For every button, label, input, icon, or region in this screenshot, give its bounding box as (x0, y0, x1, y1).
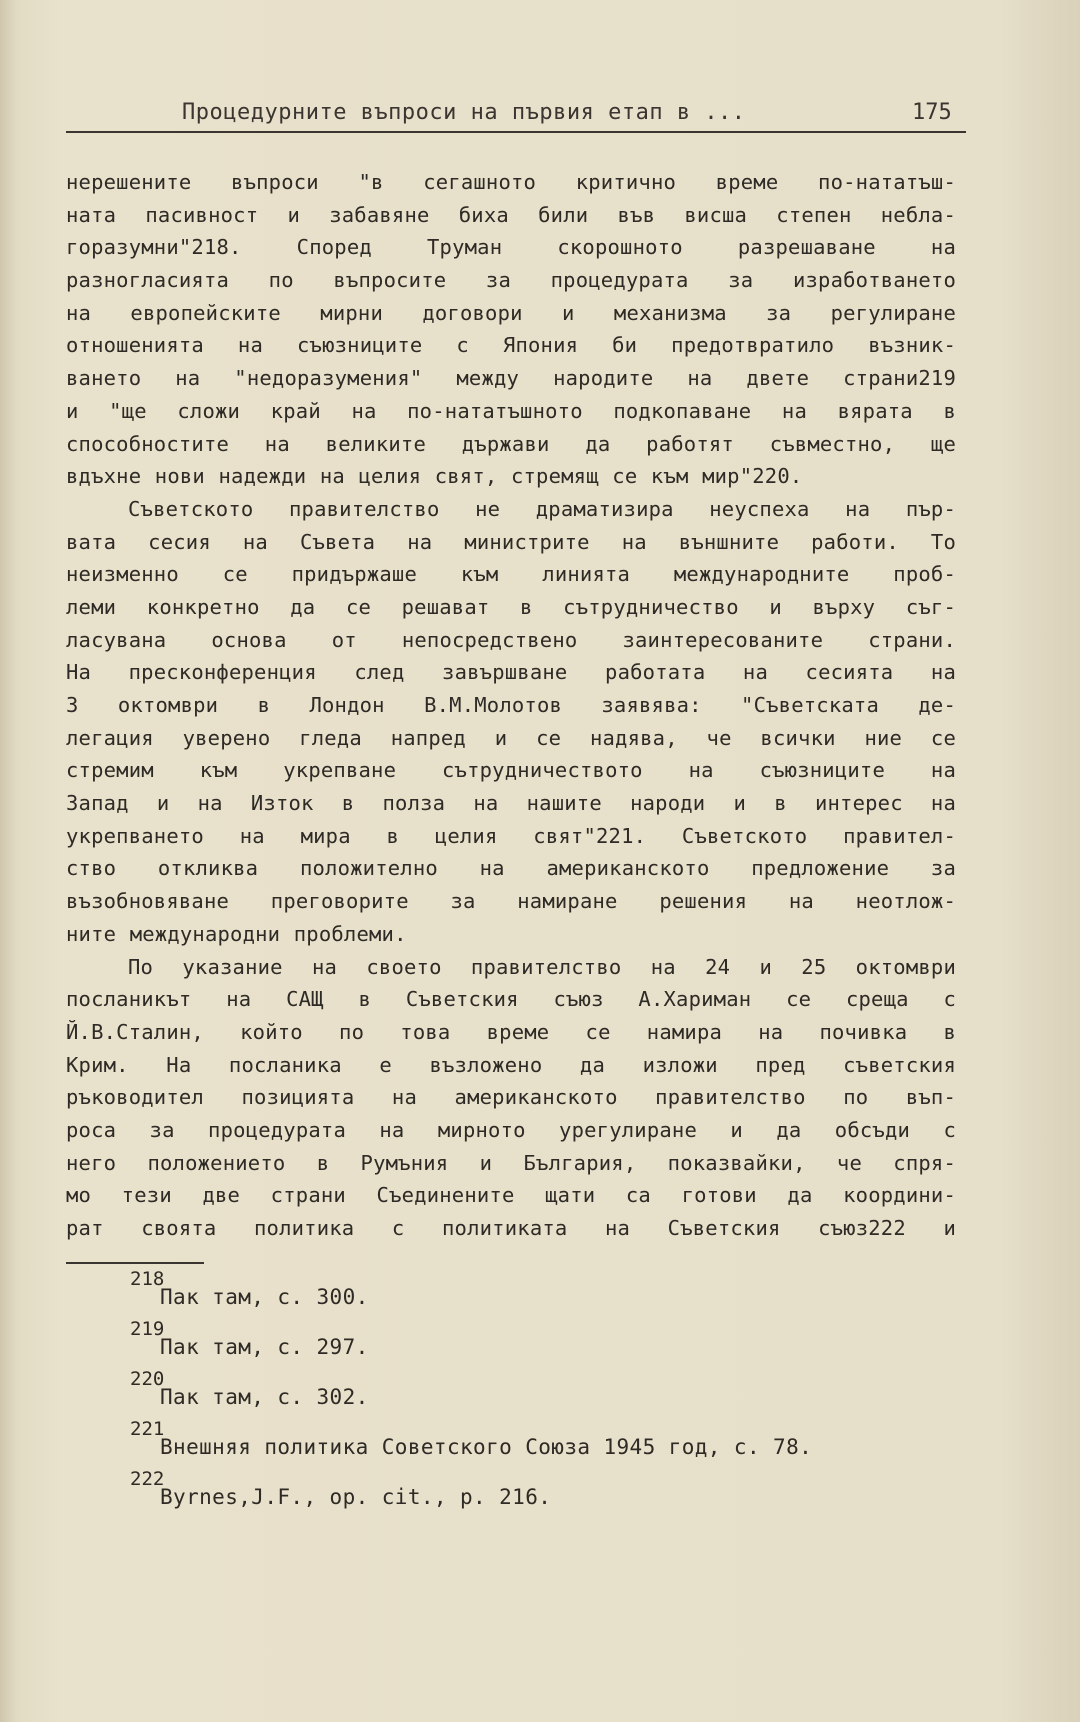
footnote-text: Пак там, с. 300. (160, 1285, 369, 1309)
text-line: ръководител позицията на американското правителство по въп- (66, 1085, 956, 1110)
paragraph-start-line: По указание на своето правителство на 24 и 25 октомври (128, 954, 956, 979)
text-line: горазумни"218. Според Труман скорошното разрешаване на (66, 235, 956, 260)
text-line: На пресконференция след завършване работата на сесията на (66, 660, 956, 685)
footnote-number: 219 (130, 1318, 165, 1340)
text-line: ната пасивност и забавяне биха били във висша степен небла- (66, 202, 956, 227)
text-line: възобновяване преговорите за намиране решения на неотлож- (66, 889, 956, 914)
text-line: мо тези две страни Съединените щати са готови да координи- (66, 1183, 956, 1208)
header-rule (66, 131, 966, 133)
text-line: разногласията по въпросите за процедурата за изработването (66, 268, 956, 293)
text-line: неизменно се придържаше към линията международните проб- (66, 562, 956, 587)
page-number: 175 (912, 100, 952, 125)
footnote (130, 1318, 950, 1372)
text-line: укрепването на мира в целия свят"221. Съветското правител- (66, 823, 956, 848)
text-line: Й.В.Сталин, който по това време се намира на почивка в (66, 1019, 956, 1044)
text-line: 3 октомври в Лондон В.М.Молотов заявява: "Съветската де- (66, 693, 956, 717)
text-line: на европейските мирни договори и механизма за регулиране (66, 300, 956, 325)
text-line: вата сесия на Съвета на министрите на външните работи. То (66, 529, 956, 554)
text-line: ването на "недоразумения" между народите на двете страни219 (66, 366, 956, 391)
footnote (130, 1368, 950, 1422)
text-line: легация уверено гледа напред и се надява, че всички ние се (66, 725, 956, 750)
footnote-number: 221 (130, 1418, 165, 1440)
text-line: способностите на великите държави да работят съвместно, ще (66, 431, 956, 456)
footnote-text: Byrnes,J.F., op. cit., p. 216. (160, 1485, 552, 1509)
text-line: ство откликва положително на американското предложение за (66, 856, 956, 881)
text-line: вдъхне нови надежди на целия свят, стремящ се към мир"220. (66, 464, 803, 489)
running-title: Процедурните въпроси на първия етап в ... (182, 100, 746, 125)
text-line: ните международни проблеми. (66, 921, 407, 946)
footnotes (130, 1268, 950, 1522)
body-text (66, 166, 956, 1245)
paragraph-start-line: Съветското правителство не драматизира неуспеха на пър- (128, 496, 956, 521)
footnote (130, 1268, 950, 1322)
text-line: стремим към укрепване сътрудничеството на съюзниците на (66, 758, 956, 783)
footnote (130, 1468, 950, 1522)
running-header (182, 100, 962, 125)
text-line: Крим. На посланика е възложено да изложи пред съветския (66, 1052, 956, 1077)
footnote (130, 1418, 950, 1472)
text-line: рат своята политика с политиката на Съветския съюз222 и (66, 1216, 956, 1240)
text-line: и "ще сложи край на по-нататъшното подкопаване на вярата в (66, 398, 956, 423)
text-line: него положението в Румъния и България, показвайки, че спря- (66, 1150, 956, 1175)
footnote-text: Пак там, с. 297. (160, 1335, 369, 1359)
text-line: Запад и на Изток в полза на нашите народи и в интерес на (66, 791, 956, 816)
text-line: отношенията на съюзниците с Япония би предотвратило възник- (66, 333, 956, 358)
footnote-text: Пак там, с. 302. (160, 1385, 369, 1409)
footnote-text: Внешняя политика Советского Союза 1945 год, с. 78. (160, 1435, 813, 1459)
text-line: роса за процедурата на мирното урегулиране и да обсъди с (66, 1117, 956, 1142)
text-line: леми конкретно да се решават в сътрудничество и върху съг- (66, 594, 956, 619)
text-line: посланикът на САЩ в Съветския съюз А.Хариман се среща с (66, 987, 956, 1012)
footnote-number: 218 (130, 1268, 165, 1290)
footnote-number: 222 (130, 1468, 165, 1490)
text-line: ласувана основа от непосредствено заинтересованите страни. (66, 627, 956, 652)
text-line: нерешените въпроси "в сегашното критично време по-нататъш- (66, 170, 956, 194)
footnote-number: 220 (130, 1368, 165, 1390)
